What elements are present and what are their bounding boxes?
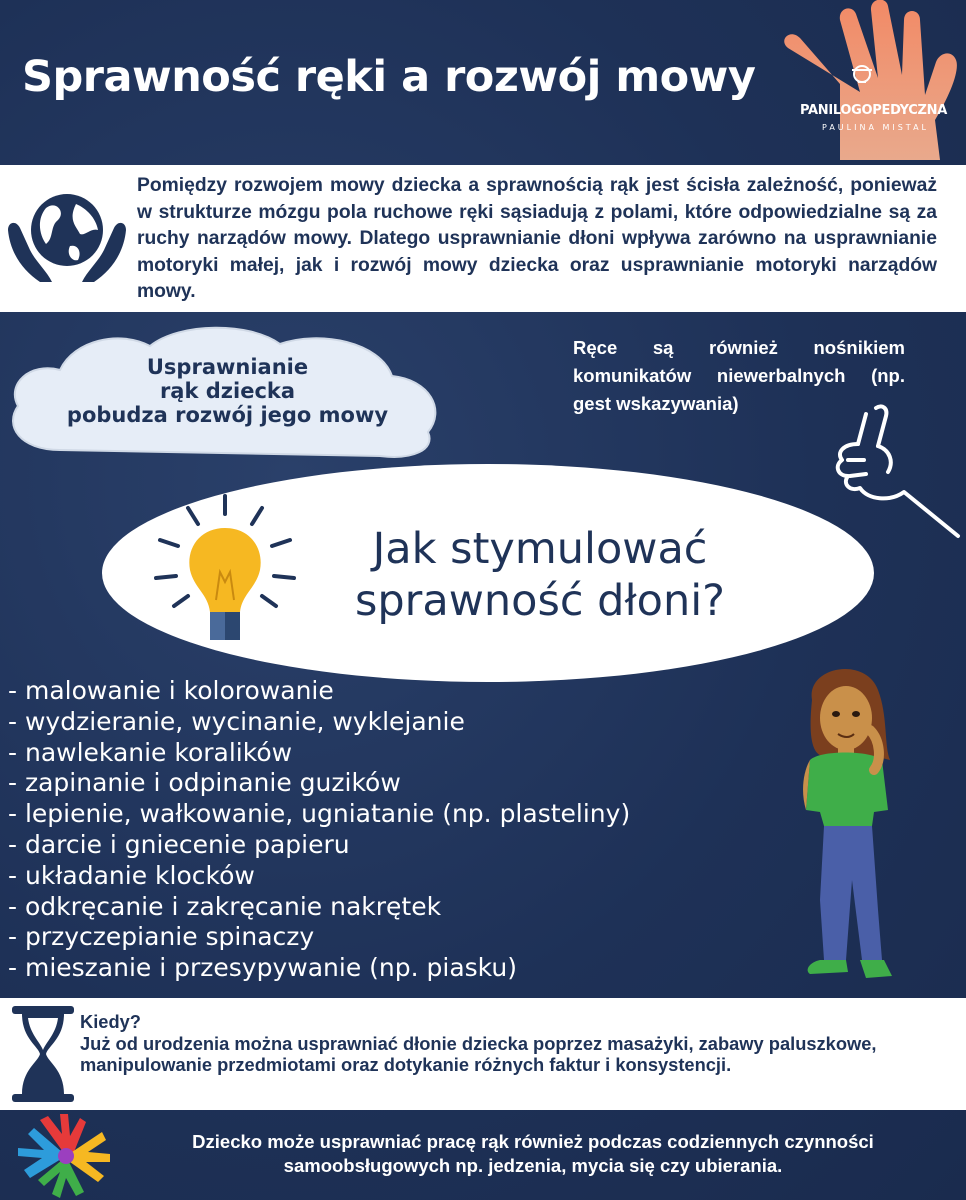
question-heading	[240, 523, 840, 627]
question-line-2: sprawność dłoni?	[354, 576, 725, 626]
list-item: - układanie klocków	[8, 860, 255, 890]
list-item: - darcie i gniecenie papieru	[8, 829, 350, 859]
brand-name: PANILOGOPEDYCZNA	[800, 103, 948, 118]
activities-list	[8, 676, 630, 984]
list-item: - nawlekanie koralików	[8, 737, 293, 767]
hand-logo-icon	[770, 0, 966, 165]
page-title: Sprawność ręki a rozwój mowy	[22, 52, 756, 102]
cloud-line-3: pobudza rozwój jego mowy	[66, 403, 389, 427]
intro-paragraph: Pomiędzy rozwojem mowy dziecka a sprawnością rąk jest ścisła zależność, ponieważ w strukturze mózgu pola ruchowe ręki sąsiadują z polami, które odpowiedzialne są za ruchy narządów mowy. Dlatego usprawnianie dłoni wpływa zarówno na usprawnianie motoryki małej, jak i rozwój mowy dziecka oraz usprawnianie motoryki narządów mowy.	[137, 175, 937, 302]
list-item: - malowanie i kolorowanie	[8, 676, 334, 705]
list-item: - lepienie, wałkowanie, ugniatanie (np. plasteliny)	[8, 799, 631, 829]
footer-text: Dziecko może usprawniać pracę rąk również podczas codziennych czynności samoobsługowych np. jedzenia, mycia się czy ubierania.	[192, 1131, 874, 1176]
cloud-line-2: rąk dziecka	[159, 379, 296, 403]
list-item: - wydzieranie, wycinanie, wyklejanie	[8, 706, 465, 736]
girl-illustration	[770, 660, 910, 990]
when-title: Kiedy?	[80, 1011, 141, 1032]
when-section	[80, 1011, 960, 1076]
colorful-hands-icon	[10, 1112, 122, 1198]
hourglass-icon	[10, 1004, 76, 1104]
communication-text: Ręce są również nośnikiem komunikatów niewerbalnych (np. gest wskazywania)	[573, 337, 905, 414]
globe-hands-icon	[6, 190, 128, 288]
list-item: - przyczepianie spinaczy	[8, 922, 315, 952]
cloud-text	[30, 355, 425, 427]
cloud-line-1: Usprawnianie	[146, 355, 309, 379]
list-item: - odkręcanie i zakręcanie nakrętek	[8, 891, 442, 921]
question-line-1: Jak stymulować	[372, 524, 708, 574]
brand-subtitle: PAULINA MISTAL	[822, 123, 929, 132]
when-paragraph: Już od urodzenia można usprawniać dłonie dziecka poprzez masażyki, zabawy paluszkowe, manipulowanie przedmiotami oraz dotykanie różnych faktur i konsystencji.	[80, 1032, 877, 1075]
list-item: - mieszanie i przesypywanie (np. piasku)	[8, 953, 517, 983]
list-item: - zapinanie i odpinanie guzików	[8, 768, 401, 798]
